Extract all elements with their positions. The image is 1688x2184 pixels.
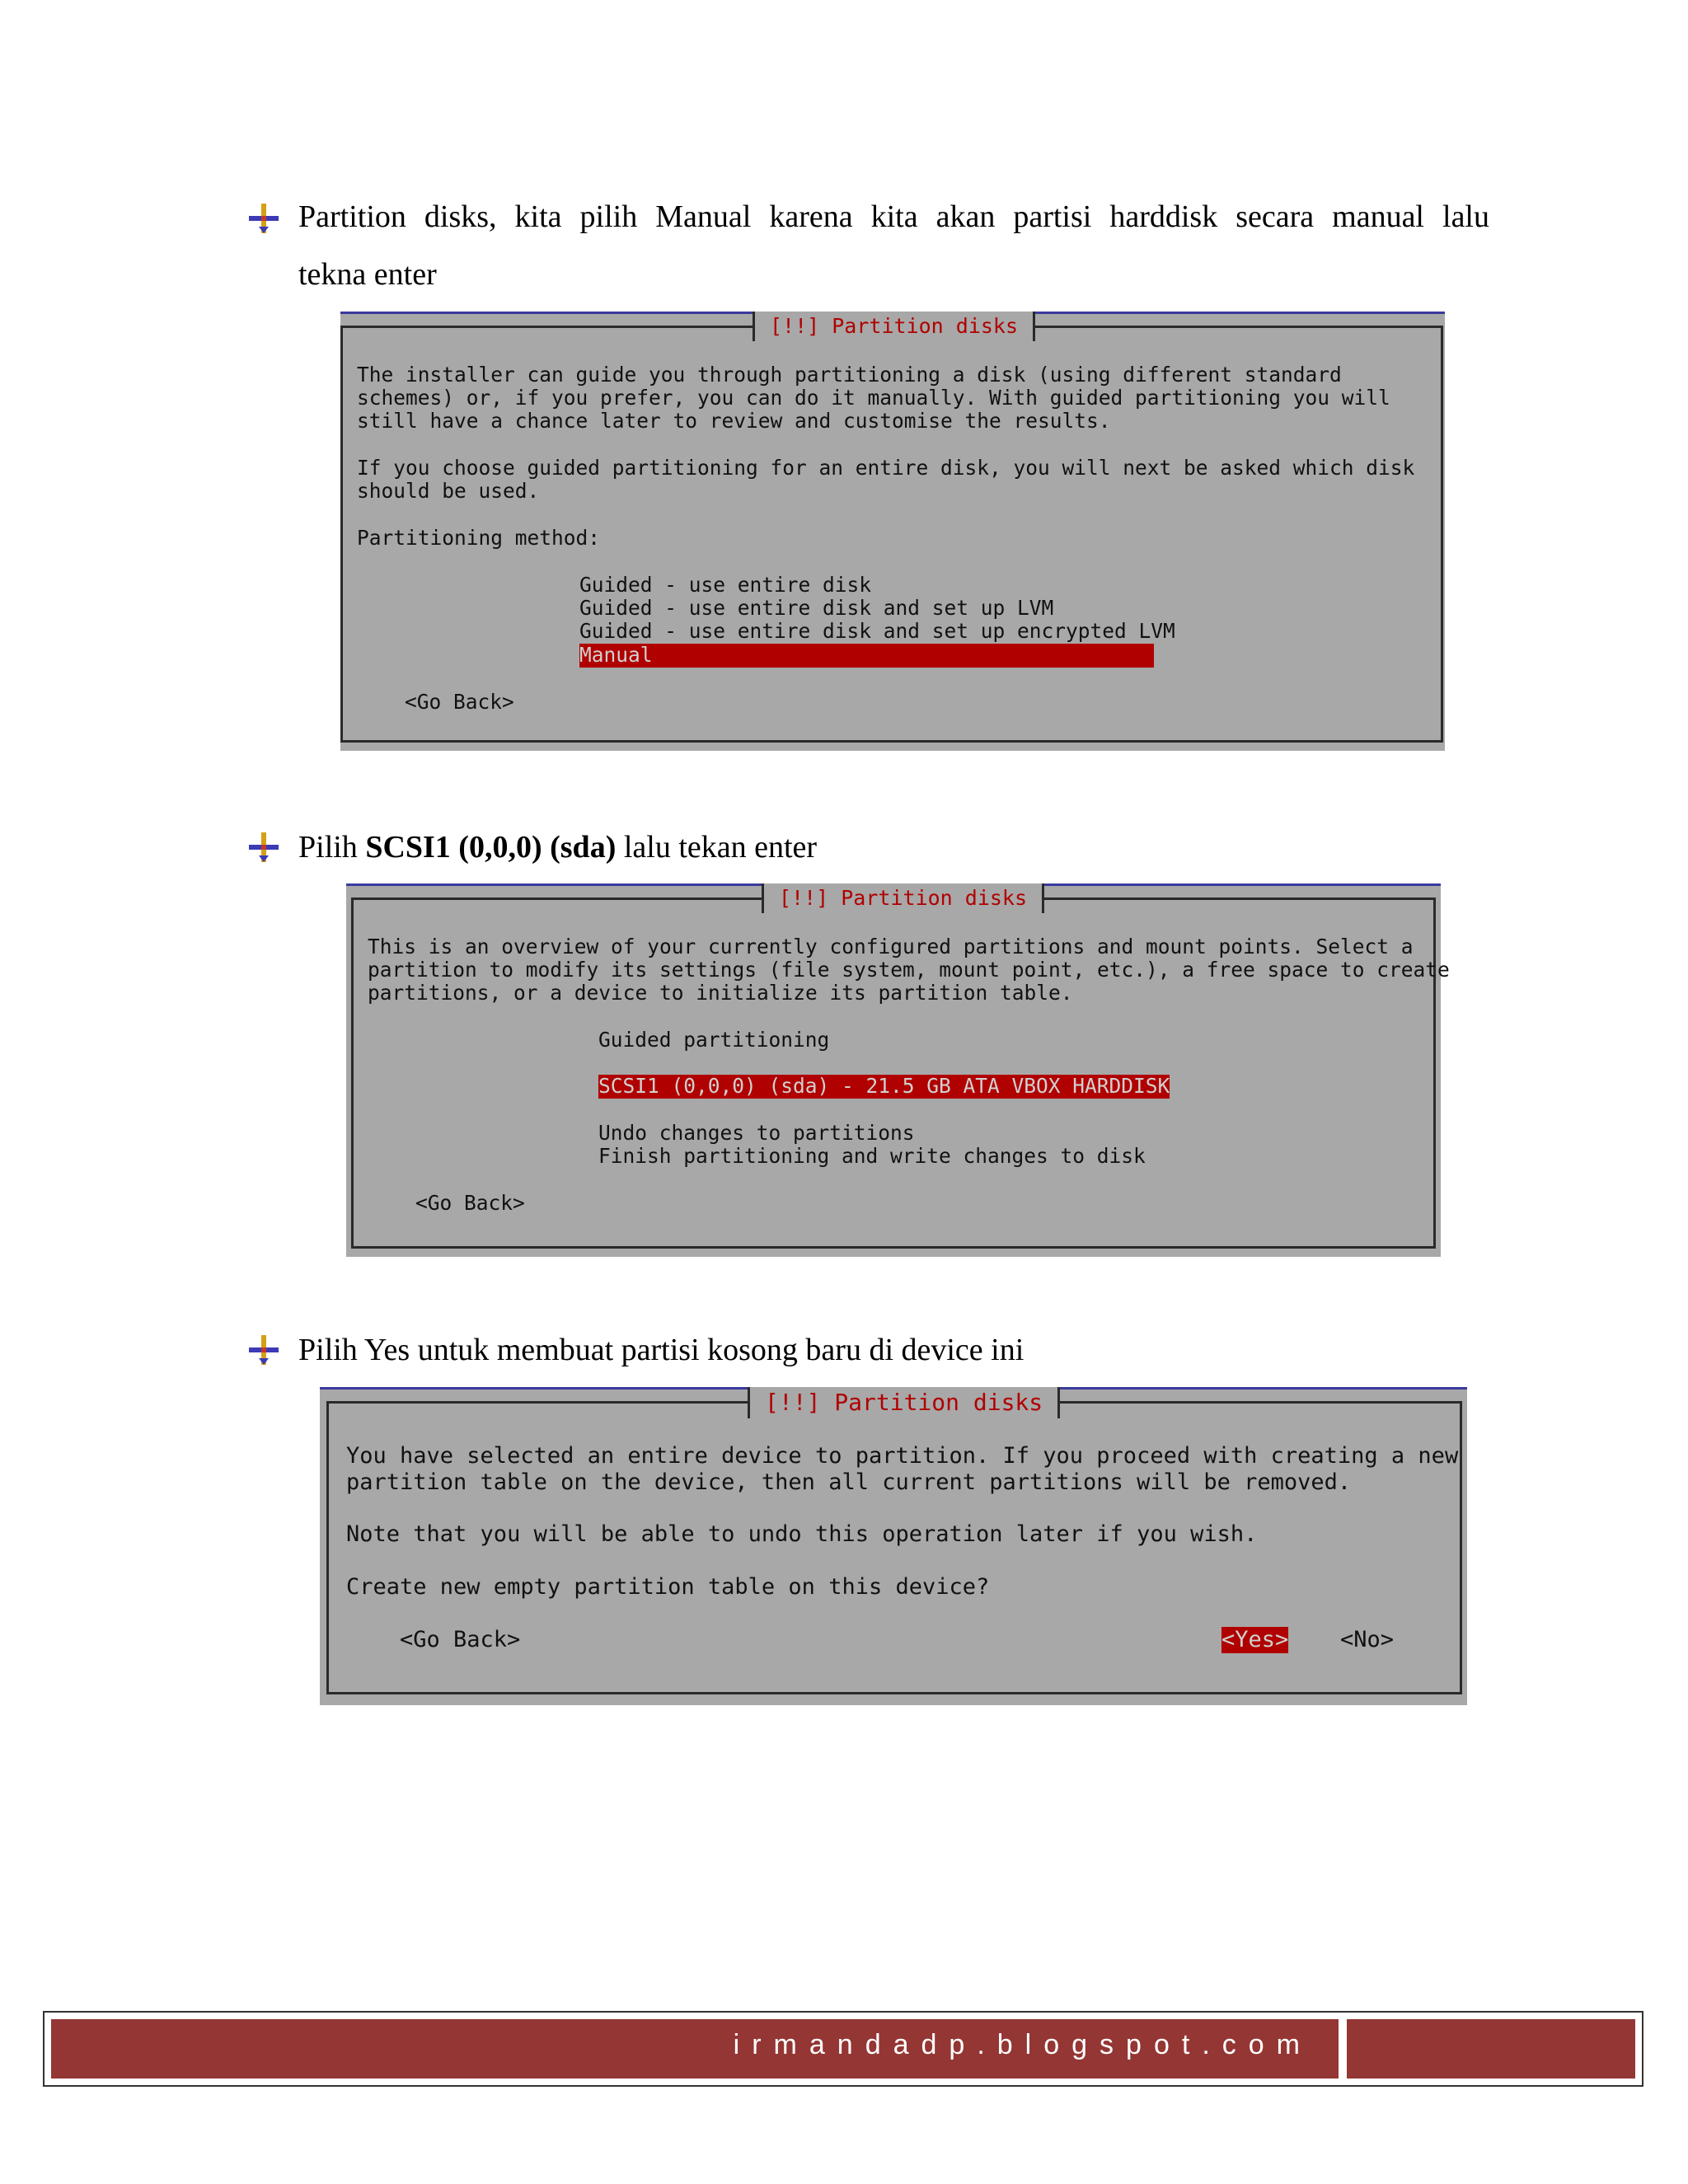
yes-button-selected[interactable]: <Yes> (1221, 1627, 1289, 1652)
installer-screenshot-1 (340, 312, 1445, 751)
bullet-icon (247, 202, 280, 235)
item-guided-partitioning[interactable]: Guided partitioning (598, 1028, 830, 1052)
section-2-text (298, 818, 1489, 876)
warning-line: You have selected an entire device to partition. If you proceed with creating a new (346, 1443, 1459, 1469)
installer-screenshot-3 (320, 1387, 1467, 1705)
item-finish-partitioning[interactable]: Finish partitioning and write changes to disk (598, 1144, 1146, 1168)
item-disk-sda-selected[interactable]: SCSI1 (0,0,0) (sda) - 21.5 GB ATA VBOX HARDDISK (598, 1074, 1170, 1098)
overview-line: This is an overview of your currently configured partitions and mount points. Select a (368, 935, 1414, 958)
create-question: Create new empty partition table on this device? (346, 1574, 990, 1600)
bullet-icon (247, 831, 280, 864)
footer-bar (51, 2019, 1339, 2079)
footer-side-block (1347, 2019, 1635, 2079)
option-guided-encrypted-lvm[interactable]: Guided - use entire disk and set up encrypted LVM (579, 619, 1175, 643)
footer-blog-url[interactable]: irmandadp.blogspot.com (733, 2029, 1312, 2060)
go-back-button[interactable]: <Go Back> (400, 1627, 521, 1652)
option-guided-lvm[interactable]: Guided - use entire disk and set up LVM (579, 596, 1054, 620)
installer-screenshot-2 (346, 883, 1450, 1257)
section-1-text (298, 188, 1489, 303)
section-2-suffix: lalu tekan enter (616, 830, 818, 865)
go-back-button[interactable]: <Go Back> (415, 1191, 525, 1215)
bullet-icon (247, 1333, 280, 1366)
no-button[interactable]: <No> (1340, 1627, 1395, 1652)
section-1-line-1: Partition disks, kita pilih Manual karena kita akan partisi harddisk secara manual lalu (298, 199, 1489, 234)
intro-line: schemes) or, if you prefer, you can do it manually. With guided partitioning you will (357, 386, 1390, 410)
overview-line: partition to modify its settings (file system, mount point, etc.), a free space to create (368, 958, 1450, 982)
warning-line: partition table on the device, then all current partitions will be removed. (346, 1469, 1352, 1495)
section-1-line-2: tekna enter (298, 257, 437, 292)
overview-line: partitions, or a device to initialize its partition table. (368, 981, 1073, 1005)
section-3-text: Pilih Yes untuk membuat partisi kosong baru di device ini (298, 1333, 1025, 1367)
intro-line: The installer can guide you through partitioning a disk (using different standard (357, 363, 1342, 387)
dialog-title: [!!] Partition disks (762, 883, 1044, 913)
undo-note: Note that you will be able to undo this operation later if you wish. (346, 1521, 1258, 1547)
option-guided-entire[interactable]: Guided - use entire disk (579, 573, 872, 597)
section-2-device: SCSI1 (0,0,0) (sda) (365, 830, 617, 865)
info-line: should be used. (357, 479, 540, 503)
section-2-prefix: Pilih (298, 830, 366, 865)
info-line: If you choose guided partitioning for an entire disk, you will next be asked which disk (357, 456, 1415, 480)
go-back-button[interactable]: <Go Back> (405, 690, 514, 714)
item-undo-changes[interactable]: Undo changes to partitions (598, 1121, 915, 1145)
intro-line: still have a chance later to review and customise the results. (357, 409, 1111, 433)
option-manual-selected[interactable]: Manual (579, 644, 1154, 668)
dialog-title: [!!] Partition disks (753, 312, 1035, 341)
method-prompt: Partitioning method: (357, 526, 601, 550)
dialog-title: [!!] Partition disks (748, 1387, 1060, 1418)
